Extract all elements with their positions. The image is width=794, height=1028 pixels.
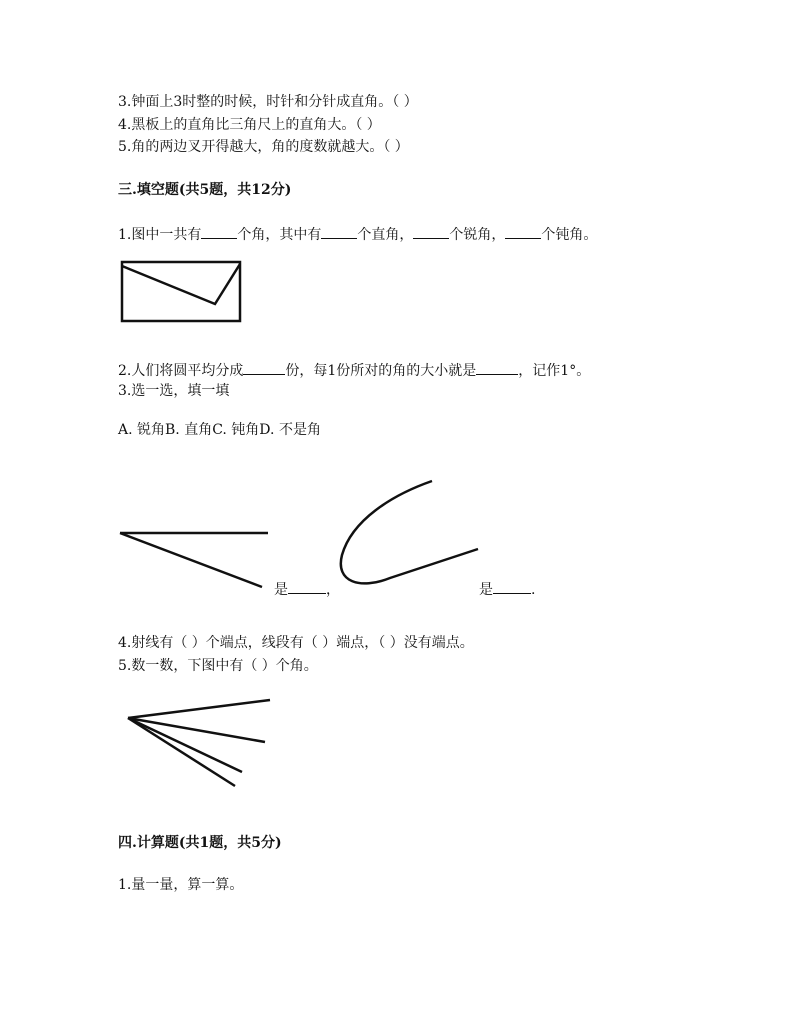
judge-item-5: 5.角的两边叉开得越大，角的度数就越大。（ ） bbox=[118, 139, 409, 155]
q1-part3: 个直角， bbox=[357, 227, 414, 243]
section-title-fill-in: 三.填空题(共5题，共12分) bbox=[118, 182, 292, 198]
section-title-calculation: 四.计算题(共1题，共5分) bbox=[118, 835, 282, 851]
q2-part2: 份，每1份所对的角的大小就是 bbox=[285, 363, 477, 379]
rays-figure bbox=[128, 700, 270, 786]
figure-1-label: 是 bbox=[274, 582, 288, 598]
q1-part1: 1.图中一共有 bbox=[118, 227, 202, 243]
calc-question-1: 1.量一量，算一算。 bbox=[118, 877, 244, 893]
curve-figure bbox=[341, 481, 478, 583]
q2-part1: 2.人们将圆平均分成 bbox=[118, 363, 244, 379]
q1-part4: 个锐角， bbox=[449, 227, 506, 243]
figure-1-comma: ， bbox=[326, 582, 340, 598]
q1-part5: 个钝角。 bbox=[541, 227, 598, 243]
fill-question-3: 3.选一选，填一填 bbox=[118, 383, 230, 399]
q2-part3: ，记作1°。 bbox=[518, 363, 591, 379]
angle-ray-slanted bbox=[120, 533, 262, 587]
judge-item-3: 3.钟面上3时整的时候，时针和分针成直角。（ ） bbox=[118, 94, 418, 110]
fill-question-4: 4.射线有（ ）个端点，线段有（ ）端点，（ ）没有端点。 bbox=[118, 635, 474, 651]
q1-part2: 个角，其中有 bbox=[237, 227, 322, 243]
ray-1 bbox=[128, 700, 270, 718]
envelope-v-lines bbox=[122, 264, 240, 304]
acute-angle-figure bbox=[120, 533, 268, 587]
figure-2-label: 是 bbox=[479, 582, 493, 598]
envelope-figure bbox=[122, 262, 240, 321]
judge-item-4: 4.黑板上的直角比三角尺上的直角大。（ ） bbox=[118, 117, 381, 133]
ray-3 bbox=[128, 718, 242, 772]
figure-2-dot: . bbox=[531, 582, 536, 598]
fill-question-5: 5.数一数，下图中有（ ）个角。 bbox=[118, 658, 318, 674]
fill-question-3-options: A. 锐角B. 直角C. 钝角D. 不是角 bbox=[118, 422, 321, 438]
